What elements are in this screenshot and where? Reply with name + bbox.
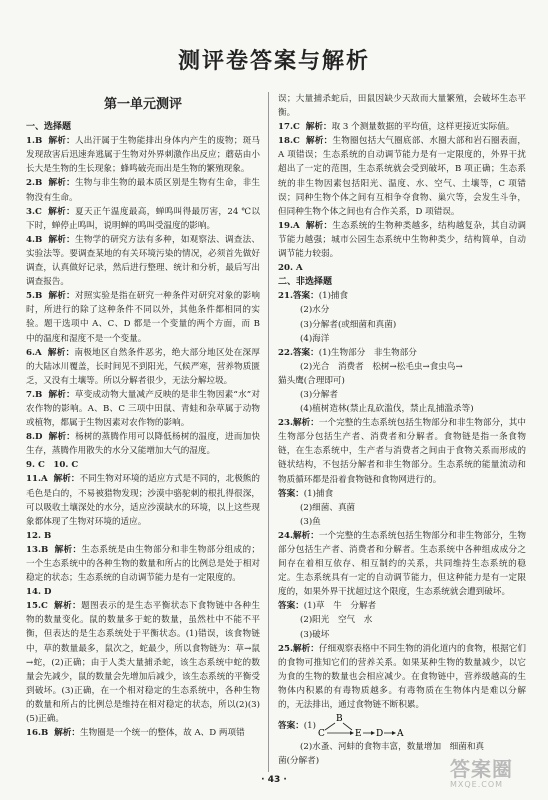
page-title: 测评卷答案与解析 (177, 49, 370, 74)
answer-line: 菌(分解者) (278, 756, 320, 767)
answer-line: (3)分解者(或细菌和真菌) (300, 319, 397, 330)
answer-item-21: 21.答案：(1)捕食 (278, 291, 349, 302)
answer-item-19: 19.A 解析：生态系统的生物种类越多，结构越复杂，其自动调节能力越强；城市公园生态系统中生物种类少，结构简单，自动调节能力较弱。 (278, 220, 526, 260)
chain-node-c: C (317, 729, 325, 740)
watermark-text: 答案圈 (450, 757, 513, 781)
answer-item-1: 1.B 解析：人出汗属于生物能排出身体内产生的废物；斑马发现敌害后迅速奔逃属于生物对外界刺激作出反应；蘑菇由小长大是生物的生长现象；蜂鸣破壳而出是生物的繁殖现象。 (26, 136, 260, 175)
answer-line: (3)鱼 (300, 516, 321, 527)
watermark-url: MXQE.COM (450, 780, 504, 789)
answer-item-7: 7.B 解析：草变成动物大量减产反映的是非生物因素“水”对农作物的影响。A、B、C 三项中田鼠、青蛙和杂草属于动物或植物，都属于生物因素对农作物的影响。 (26, 389, 260, 429)
answer-item-2: 2.B 解析：生物与非生物的最本质区别是生物有生命，非生物没有生命。 (26, 178, 260, 203)
answer-item-13: 13.B 解析：生态系统是由生物部分和非生物部分组成的；一个生态系统中的各种生物的数量和所占的比例总是处于相对稳定的状态；生态系统的自动调节能力是有一定限度的。 (26, 544, 260, 584)
answer-line: 猫头鹰(合理即可) (278, 375, 345, 386)
answer-line: (2)阳光 空气 水 (300, 615, 373, 626)
section-choice-title: 一、选择题 (26, 122, 72, 133)
answer-item-3: 3.C 解析：夏天正午温度最高，蝉鸣叫得最厉害，24 ℃以下时，蝉停止鸣叫，说明蝉的鸣叫受温度的影响。 (26, 206, 260, 231)
answer-item-24: 24.解析：一个完整的生态系统包括生物部分和非生物部分，生物部分包括生产者、消费者和分解者。生态系统中各种组成成分之间存在着相互依存、相互制约的关系，共同维持生态系统的稳定。生态系统具有一定的自动调节能力，但这种能力是有一定限度的，如果外界干扰超过这个限度，生态系统就会遭到破坏。 (278, 530, 526, 598)
section-nonchoice-title: 二、非选择题 (278, 277, 333, 288)
answer-item-4: 4.B 解析：生物学的研究方法有多种，如观察法、调查法、实验法等。要调查某地的有关环境污染的情况，必须首先做好调查，认真做好记录，然后进行整理、统计和分析，最后写出调查报告。 (26, 234, 260, 288)
answer-item-17: 17.C 解析：取 3 个测量数据的平均值，这样更接近实际值。 (278, 122, 515, 133)
food-chain-diagram (316, 712, 406, 740)
answer-line: (2)细菌、真菌 (300, 502, 356, 513)
right-column (278, 92, 526, 768)
answer-line: 答案：(1)捕食 (278, 488, 334, 499)
answer-line: 答案：(1)草 牛 分解者 (278, 601, 377, 612)
answer-item-25: 25.解析：仔细观察表格中不同生物的消化道内的食物，根据它们的食物可推知它们的营养关系。如果某种生物的数量减少，以它为食的生物的数量也会相应减少。在食物链中，营养级越高的生物体内积累的有毒物质越多。有毒物质在生物体内是难以分解的，无法排出，通过食物链不断积累。 (278, 643, 526, 711)
chain-node-d: D (375, 729, 384, 740)
chain-arrow-b-e (343, 723, 352, 730)
answer-line: (3)破坏 (300, 629, 330, 640)
answer-item-9-10: 9. C 10. C (26, 460, 79, 471)
chain-arrowhead-e (350, 731, 354, 735)
answer-item-11: 11.A 解析：不同生物对环境的适应方式是不同的，北极熊的毛色是白的，不易被猎物发现；沙漠中骆驼刺的根扎得很深，可以吸收土壤深处的水分，适应沙漠缺水的环境，以上这些现象都体现了生物对环境的适应。 (26, 474, 260, 527)
chain-node-a: A (396, 729, 404, 740)
answer-item-22: 22.答案：(1)生物部分 非生物部分 (278, 347, 417, 358)
answer-item-23: 23.解析：一个完整的生态系统包括生物部分和非生物部分，其中生物部分包括生产者、消费者和分解者。食物链是指一条食物链，在生态系统中，生产者与消费者之间由于食物关系而形成的链状结构，不包括分解者和非生物部分。生态系统的能量流动和物质循环都是沿着食物链和食物网进行的。 (278, 418, 526, 485)
watermark-logo (450, 758, 534, 792)
answer-item-18: 18.C 解析：生物圈包括大气圈底部、水圈大部和岩石圈表面，A 项错误；生态系统的自动调节能力是有一定限度的，外界干扰超出了一定的范围，生态系统就会受到破坏，B 项正确；生态系统的非生物因素包括阳光、温度、水、空气、土壤等，C 项错误；同种生物个体之间有互相争夺食物、巢穴等，会发生斗争，但同种生物个体之间也有合作关系，D 项错误。 (278, 136, 526, 217)
answer-item-20: 20. A (278, 263, 303, 274)
unit-title: 第一单元测评 (103, 97, 182, 112)
food-chain-answer: 答案： (1) B C E D A (278, 712, 526, 740)
answer-line: (3)分解者 (300, 389, 338, 400)
chain-arrowhead-d (371, 731, 375, 735)
answer-line: (2)水分 (300, 305, 330, 316)
answer-item-16-continued: 误；大量捕杀蛇后，田鼠因缺少天敌而大量繁殖，会破坏生态平衡。 (278, 94, 526, 119)
chain-node-e: E (354, 729, 362, 740)
page-number: · 43 · (261, 775, 287, 785)
answer-item-16: 16.B 解析：生物圈是一个统一的整体，故 A、D 两项错 (26, 728, 245, 739)
column-divider (268, 92, 269, 772)
answer-line: (2)水蚤、河蚌的食物丰富，数量增加 细菌和真 (300, 742, 485, 753)
chain-node-b: B (335, 714, 343, 725)
answer-item-15: 15.C 解析：题图表示的是生态平衡状态下食物链中各种生物的数量变化。鼠的数量多于蛇的数量，虽然杜中不能不平衡，但表达的是生态系统处于平衡状态。(1)错误，该食物链中，草的数量最多，鼠次之，蛇最少，所以食物链为：草→鼠→蛇，(2)正确；由于人类大量捕杀蛇，该生态系统中蛇的数量会先减少，鼠的数量会先增加后减少，该生态系统的平衡受到破坏。(3)正确，在一个相对稳定的生态系统中，各种生物的数量和所占的比例总是维持在相对稳定的状态，所以(2)(3)(5)正确。 (26, 601, 260, 725)
chain-arrow-c-b (325, 723, 335, 730)
answer-line: (2)光合 消费者 松树→松毛虫→食虫鸟→ (300, 361, 463, 372)
answer-item-14: 14. D (26, 587, 52, 598)
chain-arrowhead-a (392, 731, 396, 735)
answer-item-12: 12. B (26, 530, 52, 541)
answer-item-5: 5.B 解析：对照实验是指在研究一种条件对研究对象的影响时，所进行的除了这种条件不同以外，其他条件都相同的实验。题干选项中 A、C、D 都是一个变量的两个方面，而 B 中的温度和湿度不是一个变量。 (26, 291, 260, 344)
answer-item-8: 8.D 解析：杨树的蒸腾作用可以降低杨树的温度，进而加快生存，蒸腾作用散失的水分又能增加大气的湿度。 (26, 432, 260, 457)
answer-item-6: 6.A 解析：南极地区自然条件恶劣，绝大部分地区处在深厚的大陆冰川覆盖，长时间见不到阳光，气候严寒，营养物质匮乏，又没有土壤等。所以分解者很少，无法分解垃圾。 (26, 347, 260, 386)
answer-line: (4)植树造林(禁止乱砍滥伐，禁止乱捕滥杀等) (300, 404, 474, 415)
left-column (26, 92, 260, 740)
answer-line: (4)海洋 (300, 333, 330, 344)
